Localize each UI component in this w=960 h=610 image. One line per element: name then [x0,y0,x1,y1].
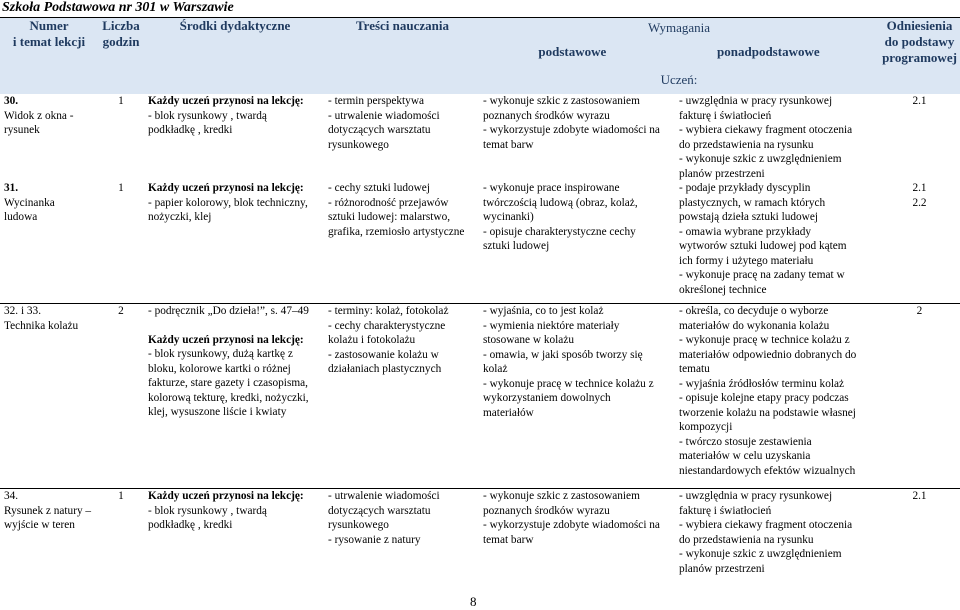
lesson-topic [0,304,96,489]
text-line: - wykorzystuje zdobyte wiadomości na [483,124,660,136]
text-line: - uwzględnia w pracy rysunkowej [679,95,833,107]
text-line: - wykonuje prace inspirowane [483,182,620,194]
text-line: - omawia, w jaki sposób tworzy się [483,348,643,361]
text-line: sztuki ludowej [483,240,550,252]
text-line: 2.2 [912,196,927,209]
text-line: poznanych środków wyrazu [483,109,610,122]
text-line: bloku, kolorowe kartki o różnej [148,362,291,375]
text-line: - rysowanie z natury [328,533,421,546]
lesson-row [0,181,960,304]
text-line: - blok rysunkowy , twardą [148,109,267,122]
text-line: do przedstawienia na rysunku [679,138,814,151]
text-line: podkładkę , kredki [148,124,233,136]
text-line: - cechy sztuki ludowej [328,182,430,194]
text-line: dotyczących warsztatu [328,504,431,517]
text-line: materiałów odpowiednio dobranych do [679,348,857,361]
document-title: Szkoła Podstawowa nr 301 w Warszawie [2,0,234,15]
lesson-hours: 1 [118,95,124,107]
text-line: rysunkowego [328,138,389,151]
text-line: - wykonuje szkic z zastosowaniem [483,95,640,107]
text-line: - opisuje charakterystyczne cechy [483,225,636,238]
text-line: - podaje przykłady dyscyplin [679,182,811,194]
text-line: fakturę i światłocień [679,504,772,517]
lesson-number: 31. [4,182,19,194]
text-line: - cechy charakterystyczne [328,319,446,332]
text-line: - blok rysunkowy, dużą kartkę z [148,348,293,360]
text-line: materiałów w celu uzyskania [679,450,811,462]
aids-heading: Każdy uczeń przynosi na lekcję: [148,490,304,502]
text-line: - określa, co decyduje o wyborze [679,305,829,317]
text-line: - wykonuje pracę w technice kolażu z [679,334,850,346]
text-line: - twórczo stosuje zestawienia [679,435,812,448]
lesson-number: 30. [4,95,19,107]
text-line: tematu [679,363,710,375]
basic-requirements [479,94,675,181]
aids-heading: Każdy uczeń przynosi na lekcję: [148,95,304,107]
text-line: - wyjaśnia, co to jest kolaż [483,305,604,317]
text-line: wykorzystaniem dowolnych [483,392,611,404]
text-line: Rysunek z natury – [4,504,92,517]
text-line: - papier kolorowy, blok techniczny, [148,196,308,209]
lesson-plan-table [0,18,960,585]
page-number: 8 [470,594,477,609]
lesson-row [0,489,960,586]
text-line: - termin perspektywa [328,95,424,107]
text-line: fakturze, stare gazety i czasopisma, [148,377,308,389]
text-line: 2.1 [912,182,927,194]
text-line: twórczością ludową (obraz, kolaż, [483,196,638,209]
lesson-topic [0,181,96,304]
text-line: stosowane w kolażu [483,334,574,346]
lesson-hours: 1 [118,182,124,194]
text-line: - wykonuje szkic z uwzględnieniem [679,153,842,165]
text-line: materiałów do wykonania kolażu [679,319,830,332]
lesson-topic [0,489,96,586]
header-wymagania: Wymagania podstawowe ponadpodstawowe [479,18,877,72]
teaching-content [324,304,479,489]
header-odniesienia: Odniesienia do podstawy programowej [877,18,960,94]
advanced-requirements [675,489,877,586]
basic-requirements [479,489,675,586]
text-line: - wykonuje pracę na zadany temat w [679,269,845,281]
text-line: - wybiera ciekawy fragment otoczenia [679,124,853,136]
lesson-number: 34. [4,490,19,502]
text-line: planów przestrzeni [679,167,765,180]
advanced-requirements [675,304,877,489]
lesson-hours: 2 [96,304,144,489]
text-line: Wycinanka [4,196,55,209]
text-line: wyjście w teren [4,519,75,531]
text-line: - wykonuje pracę w technice kolażu z [483,377,654,390]
text-line: Widok z okna - [4,109,74,122]
text-line: materiałów [483,406,534,419]
teaching-content [324,489,479,586]
text-line: klej, wysuszone liście i kwiaty [148,406,287,418]
lesson-row [0,304,960,489]
text-line: - opisuje kolejne etapy pracy podczas [679,392,849,404]
curriculum-reference [877,94,960,181]
advanced-requirements [675,181,877,304]
text-line: Technika kolażu [4,319,79,332]
text-line: temat barw [483,533,534,546]
text-line: - terminy: kolaż, fotokolaż [328,305,449,317]
text-line: - wykonuje szkic z zastosowaniem [483,490,640,502]
lesson-row [0,94,960,181]
text-line: działaniach plastycznych [328,363,442,375]
text-line: - wymienia niektóre materiały [483,319,620,332]
header-numer: Numer i temat lekcji [0,18,96,94]
header-srodki: Środki dydaktyczne [144,18,324,94]
lesson-number: 32. i 33. [4,305,42,317]
text-line: wycinanki) [483,211,534,223]
text-line: określonej technice [679,283,767,296]
text-line: kompozycji [679,421,733,433]
basic-requirements [479,304,675,489]
header-podstawowe: podstawowe [538,44,607,59]
text-line: ludowa [4,211,38,223]
text-line: ich formy i użytego materiału [679,254,814,267]
text-line: kolażu i fotokolażu [328,334,416,346]
header-tresci: Treści nauczania [324,18,479,94]
text-line: wytworów sztuki ludowej pod kątem [679,240,847,252]
text-line: - wyjaśnia źródłosłów terminu kolaż [679,377,845,390]
text-line: do przedstawienia na rysunku [679,533,814,546]
curriculum-reference [877,489,960,586]
basic-requirements [479,181,675,304]
text-line: - blok rysunkowy , twardą [148,504,267,517]
text-line: - wybiera ciekawy fragment otoczenia [679,519,853,531]
header-uczen: Uczeń: [479,72,877,94]
text-line: nożyczki, klej [148,211,212,223]
text-line: rysunkowego [328,519,389,531]
text-line: kolaż [483,363,508,375]
teaching-content [324,94,479,181]
text-line: kolorową tekturę, kredki, nożyczki, [148,391,309,404]
text-line: - uwzględnia w pracy rysunkowej [679,490,833,502]
aids-heading: Każdy uczeń przynosi na lekcję: [148,182,304,194]
text-line: - wykorzystuje zdobyte wiadomości na [483,519,660,531]
header-ponadpodstawowe: ponadpodstawowe [717,44,820,59]
curriculum-reference [877,304,960,489]
lesson-topic [0,94,96,181]
text-line: - utrwalenie wiadomości [328,109,440,122]
text-line: plastycznych, w ramach których [679,196,826,209]
text-line: podkładkę , kredki [148,519,233,531]
text-line: - wykonuje szkic z uwzględnieniem [679,548,842,560]
text-line: - zastosowanie kolażu w [328,348,439,361]
text-line: 2.1 [912,490,927,502]
header-liczba-godzin: Liczba godzin [96,18,144,94]
text-line: 2.1 [912,95,927,107]
textbook-ref: - podręcznik „Do dzieła!”, s. 47–49 [148,305,309,317]
text-line: niestandardowych efektów wizualnych [679,464,856,477]
teaching-aids [144,489,324,586]
text-line: rysunek [4,124,40,136]
lesson-hours: 1 [96,489,144,586]
curriculum-reference [877,181,960,304]
text-line: tworzenie kolażu na podstawie własnej [679,406,856,419]
teaching-aids [144,304,324,489]
text-line: - utrwalenie wiadomości [328,490,440,502]
advanced-requirements [675,94,877,181]
text-line: - różnorodność przejawów [328,196,449,209]
text-line: - omawia wybrane przykłady [679,225,812,238]
teaching-aids [144,94,324,181]
text-line: powstają dzieła sztuki ludowej [679,211,818,223]
teaching-aids [144,181,324,304]
text-line: poznanych środków wyrazu [483,504,610,517]
text-line: 2 [916,305,923,317]
text-line: temat barw [483,138,534,151]
text-line: sztuki ludowej: malarstwo, [328,211,451,223]
text-line: planów przestrzeni [679,562,765,575]
teaching-content [324,181,479,304]
aids-heading: Każdy uczeń przynosi na lekcję: [148,333,304,346]
text-line: fakturę i światłocień [679,109,772,122]
text-line: grafika, rzemiosło artystyczne [328,225,465,238]
text-line: dotyczących warsztatu [328,124,431,136]
